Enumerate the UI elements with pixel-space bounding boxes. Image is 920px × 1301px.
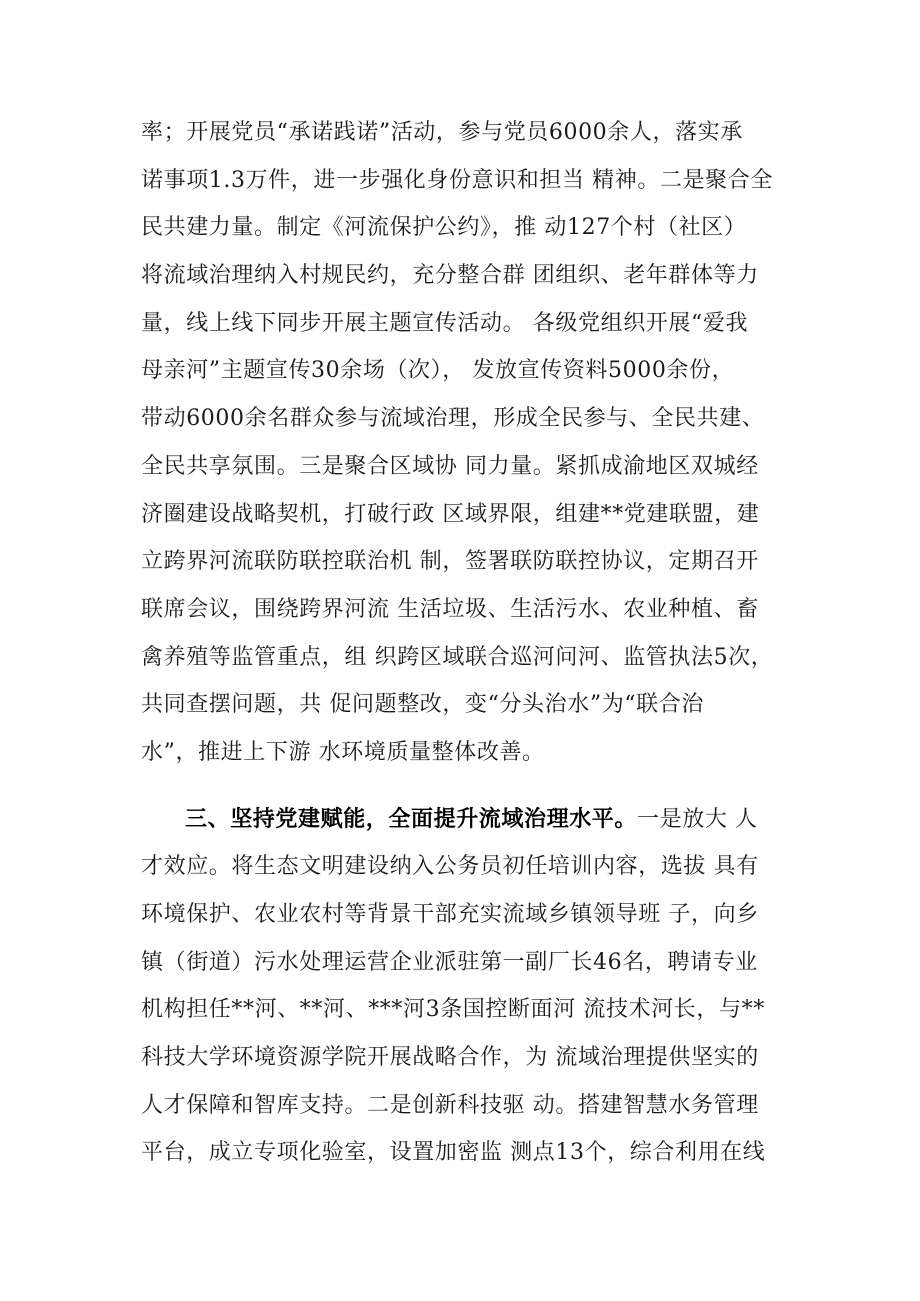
text-line: 镇（街道）污水处理运营企业派驻第一副厂长46名，聘请专业 xyxy=(141,949,758,975)
text-line: 机构担任**河、**河、***河3条国控断面河 流技术河长，与** xyxy=(141,997,765,1023)
text-line: 立跨界河流联防联控联治机 制，签署联防联控协议，定期召开 xyxy=(141,549,759,575)
text-line: 人才保障和智库支持。二是创新科技驱 动。搭建智慧水务管理 xyxy=(141,1092,759,1118)
text-line: 才效应。将生态文明建设纳入公务员初任培训内容，选拔 具有 xyxy=(141,854,759,880)
text-line: 全民共享氛围。三是聚合区域协 同力量。紧抓成渝地区双城经 xyxy=(141,453,759,479)
text-line: 诺事项1.3万件，进一步强化身份意识和担当 精神。二是聚合全 xyxy=(141,167,773,193)
section-heading-line xyxy=(141,796,791,844)
paragraph-gap xyxy=(141,777,791,796)
text-run: 一是放大 人 xyxy=(637,806,758,832)
text-line: 量，线上线下同步开展主题宣传活动。 各级党组织开展“爱我 xyxy=(141,310,749,336)
text-line: 禽养殖等监管重点，组 织跨区域联合巡河问河、监管执法5次， xyxy=(141,644,774,670)
text-line: 共同查摆问题，共 促问题整改，变“分头治水”为“联合治 xyxy=(141,692,704,718)
text-line: 带动6000余名群众参与流域治理，形成全民参与、全民共建、 xyxy=(141,406,765,432)
text-line: 平台，成立专项化验室，设置加密监 测点13个，综合利用在线 xyxy=(141,1140,766,1166)
text-line: 济圈建设战略契机，打破行政 区域界限，组建**党建联盟，建 xyxy=(141,501,760,527)
text-line: 水”，推进上下游 水环境质量整体改善。 xyxy=(141,739,545,765)
text-line: 环境保护、农业农村等背景干部充实流域乡镇领导班 子，向乡 xyxy=(141,902,759,927)
text-line: 民共建力量。制定《河流保护公约》，推 动127个村（社区） xyxy=(141,215,747,241)
text-line: 科技大学环境资源学院开展战略合作，为 流域治理提供坚实的 xyxy=(141,1045,759,1071)
text-line: 联席会议，围绕跨界河流 生活垃圾、生活污水、农业种植、畜 xyxy=(141,596,759,622)
body-text xyxy=(141,109,791,1177)
section-heading: 三、坚持党建赋能，全面提升流域治理水平。 xyxy=(185,806,638,832)
text-line: 将流域治理纳入村规民约，充分整合群 团组织、老年群体等力 xyxy=(141,263,759,289)
text-line: 母亲河”主题宣传30余场（次）， 发放宣传资料5000余份， xyxy=(141,358,735,384)
text-line: 率；开展党员“承诺践诺”活动，参与党员6000余人，落实承 xyxy=(141,120,743,145)
